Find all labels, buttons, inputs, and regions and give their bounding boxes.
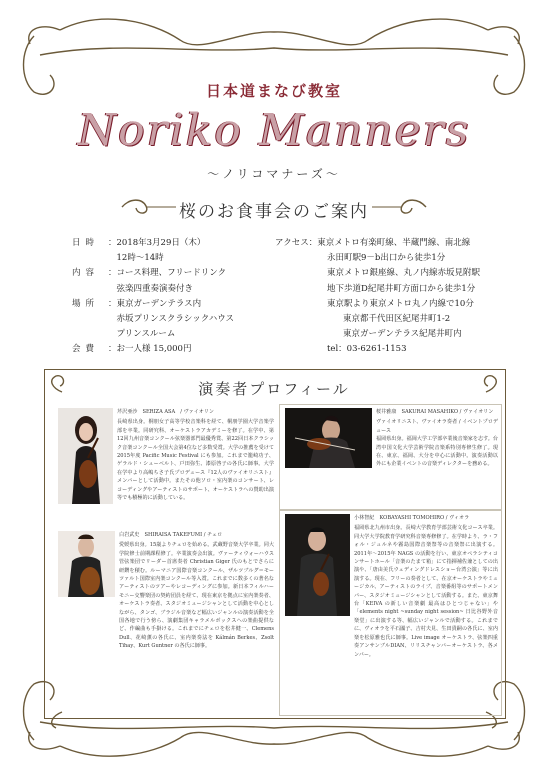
detail-label: 日時 <box>72 238 100 248</box>
performer-bio-shiraisa: 白岩武史 SHIRAISA TAKEFUMI / チェロ 愛媛県出身。15歳よりチェロを始める。武蔵野音楽大学卒業。同大学院修士前期課程修了。卒業演奏会出演。ヴァーティウォーハウス管弦楽団でリーダー首席奏者 Christian Giger 氏のもとでさらに研鑽を積む。ルーマニア国際音楽コンクール、ザルツブルグ＝モーツァルト国際室内楽コンクール等入賞。これまでに数多くの著名なアーティストのツアーやレコーディングに参加。新日本フィルハーモニー交響楽団の契約団員を経て、現在東京を拠点に室内楽奏者、オーケストラ奏者、スタジオミュージシャンとして活動を中心としながら、タンゴ、ブラジル音楽など幅広いジャンルの演奏活動を全国各地で行う傍ら、演劇集団キャラメルボックスへの楽曲提供など、作編曲も手掛ける。これまでにチェロを松井健一、Clemens Dull、花崎薫の各氏に、室内楽奏法を Kálmán Berkes、Zsolt Tihay、Kurt Guntner の各氏に師事。 <box>119 532 274 650</box>
detail-venue: 場所 ： 東京ガーデンテラス内 赤坂プリンスクラシックハウス プリンスルーム <box>72 297 302 343</box>
performer-name: 白岩武史 SHIRAISA TAKEFUMI / チェロ <box>119 532 223 538</box>
page-title: Noriko Manners <box>77 105 471 156</box>
detail-date: 日時 ： 2018年3月29日（木） 12時〜14時 <box>72 236 302 266</box>
school-name: 日本道まなび教室 <box>205 82 342 100</box>
detail-fee: 会費 ： お一人様 15,000円 <box>72 342 302 357</box>
performer-name: 桜井雅康 SAKURAI MASAHIKO / ヴァイオリン <box>376 409 494 415</box>
performer-bio-kobayashi: 小林智紀 KOBAYASHI TOMOHIRO / ヴィオラ 福岡県北九州市出身。長崎大学教育学部芸術文化コース卒業。同大学大学院教育学研究科音楽専修修了。在学時より、ラ・フォル・ジュルネや霧島国際音楽祭等の音楽祭に出演する。2011年〜2015年 NAGS の活動を行い、東京オペラシティコンサートホール「音楽のたまて箱」にて指揮補佐兼としての出演や、「唐由美氏ウェディングドレスショー台湾公演」等に出演する。現在、フリーの奏者として、在京オーケストラやミュージカル、アーティストのライブ、音楽番組等のサポートメンバー、スタジオミュージシャンとして活動する。また、東京舞台「KEIVA の新しい音楽劇 最高はひとつじゃない」や「elements night ~sunday night session~ 日比谷野外音楽堂」に出演する等、幅広いジャンルで活動する。これまでに、ヴィオラを平石國子、吉村夫見、生田貴嗣の各氏に、室内楽を松原雅也氏に師事。Live image オーケストラ、弦楽四重奏アンサンブルDIAN、リリスチャンバーオーケストラ、各メンバー。 <box>354 515 498 658</box>
access-label: アクセス： <box>275 238 318 248</box>
detail-content: 内容 ： コース料理、フリードリンク 弦楽四重奏演奏付き <box>72 266 302 296</box>
page-subtitle: 〜ノリコマナーズ〜 <box>207 167 341 181</box>
detail-label: 場所 <box>72 298 100 309</box>
detail-label: 内容 <box>72 268 100 279</box>
event-details-access: アクセス： 東京メトロ有楽町線、半蔵門線、南北線 永田町駅9－b出口から徒歩1分 東京メトロ銀座線、丸ノ内線赤坂見附駅 地下歩道D紀尾井町方面口から徒歩1分 東京駅より東京メトロ丸ノ内線で10分 東京都千代田区紀尾井町1-2 東京ガーデンテラス紀尾井町内 tel：03-6261-1153 <box>275 238 481 355</box>
performer-name: 小林智紀 KOBAYASHI TOMOHIRO / ヴィオラ <box>354 515 470 521</box>
performer-photo-seriza <box>58 408 113 504</box>
profile-cell-divider <box>279 510 502 716</box>
detail-label: 会費 <box>72 344 100 355</box>
performer-name: 芹沢亜沙 SERIZA ASA / ヴァイオリン <box>117 409 214 415</box>
performer-bio-sakurai: 桜井雅康 SAKURAI MASAHIKO / ヴァイオリン ヴァイオリニスト、ヴァイオラ奏者 / イベントプロデュース 福岡県出身。福岡大学工学部卒業後音楽家を志す。台湾中国文化大学芸術学院音楽系特別専修生修了。現在、東京、福岡、大分を中心に活動中。演奏活動以外にも企業イベントの音楽ディレクターを務める。 <box>376 409 498 468</box>
event-details-left <box>72 236 302 358</box>
performer-bio-seriza: 芹沢亜沙 SERIZA ASA / ヴァイオリン 長崎県出身。桐朋女子高等学校音楽科を経て、桐朋学園大学音楽学部を卒業。同研究科、オーケストラアカデミーを修了。在学中、第12回九州音楽コンクール弦楽器部門最優秀賞、第22回日本クラシック音楽コンクール全国大会第4位など多数受賞。大学の推薦を受けて2015年度 Pacific Music Festival にも参加。これまで籠崎功子、ゲラルド・シューベルト、戸田弥生、漆原啓子の各氏に師事。大学在学中より高嶋ちさ子氏プロデュース『12人のヴァイオリニスト』メンバーとして活動中。またその他ソロ・室内楽のコンサート、レコーディングやアーティストのサポート、オーケストラへの賛助出演等でも積極的に活動している。 <box>117 409 274 502</box>
section-title: 演奏者プロフィール <box>198 380 350 398</box>
performer-photo-shiraisa <box>58 531 115 597</box>
profile-cell-divider <box>279 404 502 510</box>
invitation-heading: 桜のお食事会のご案内 <box>179 202 369 222</box>
